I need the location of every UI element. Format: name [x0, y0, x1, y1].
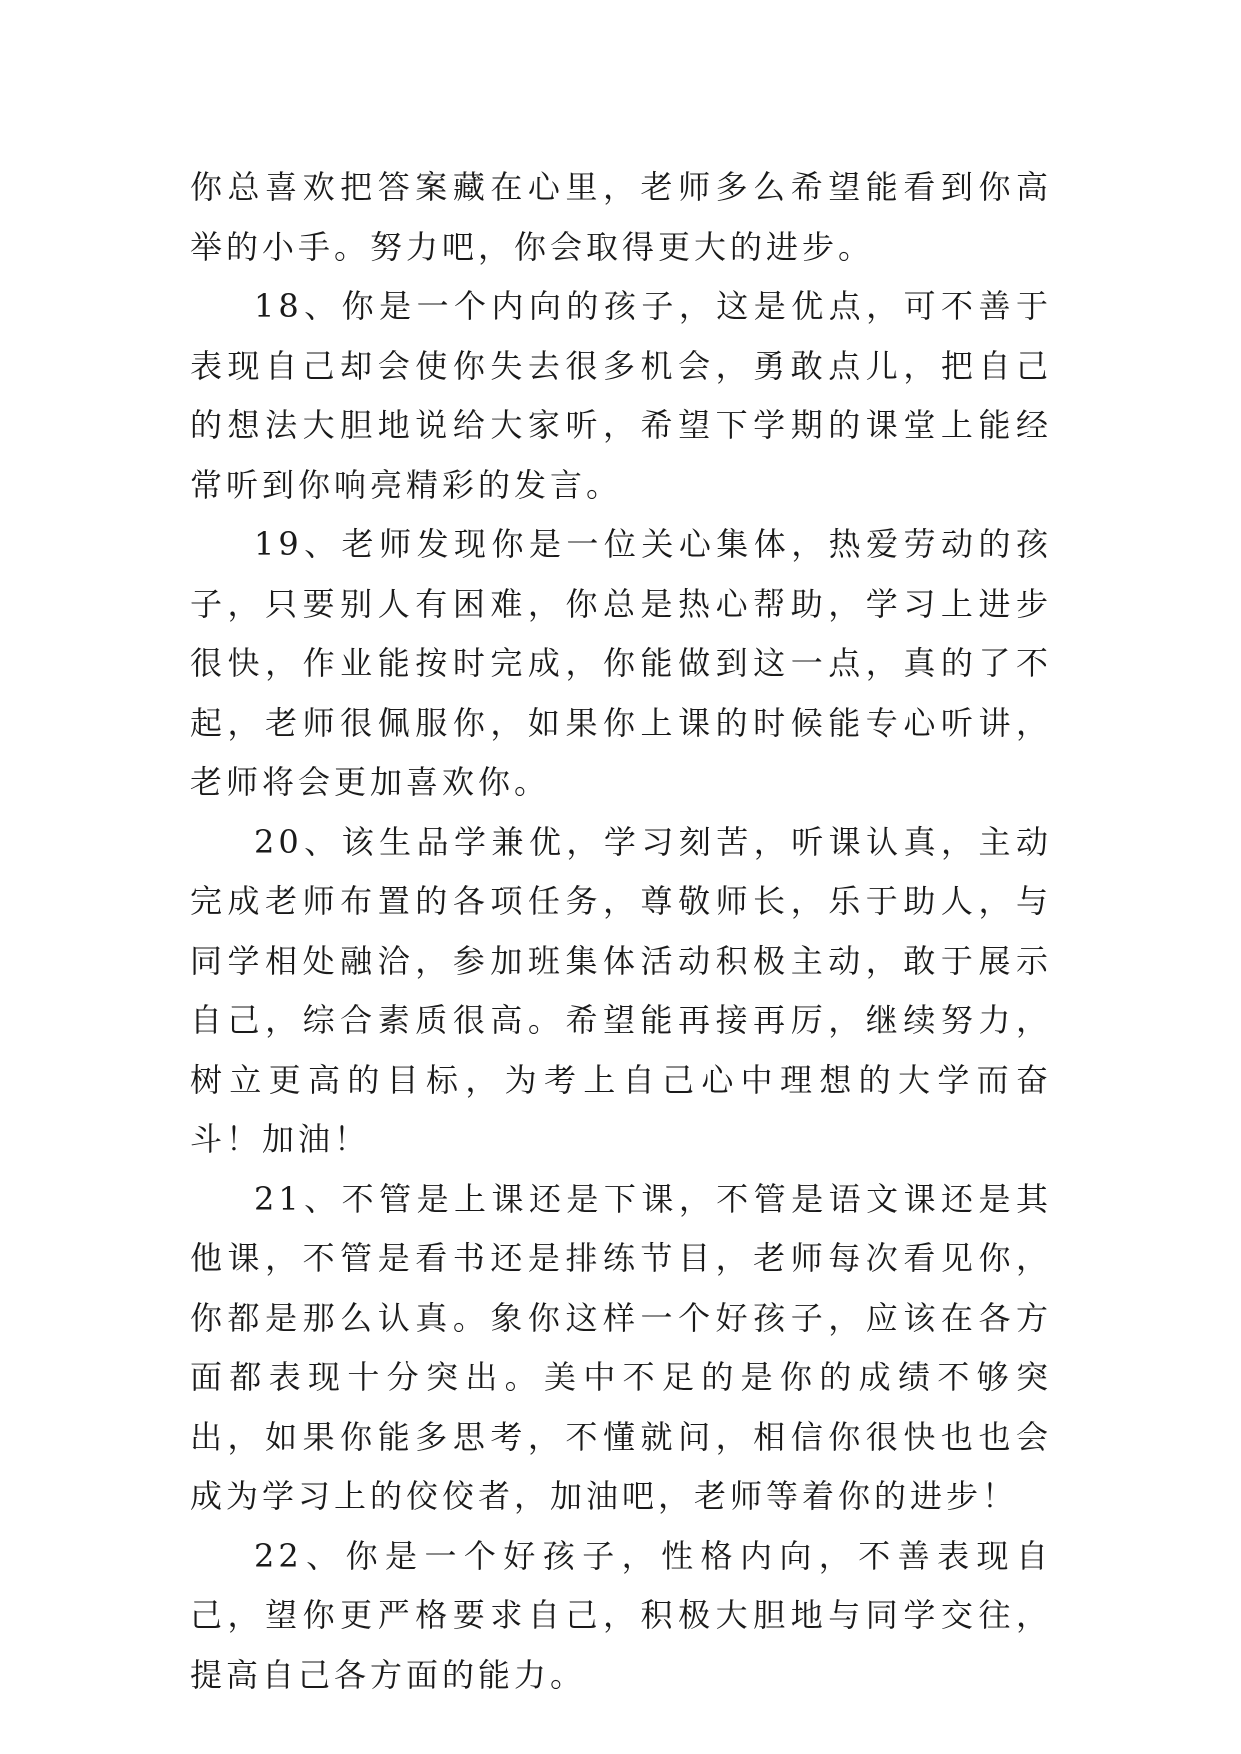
paragraph-comment-21: 21、不管是上课还是下课，不管是语文课还是其他课，不管是看书还是排练节目，老师每次看见你，你都是那么认真。象你这样一个好孩子，应该在各方面都表现十分突出。美中不足的是你的成绩不够突出，如果你能多思考，不懂就问，相信你很快也也会成为学习上的佼佼者，加油吧，老师等着你的进步！ [190, 1179, 1052, 1515]
paragraph-continuation: 你总喜欢把答案藏在心里，老师多么希望能看到你高举的小手。努力吧，你会取得更大的进步。 [190, 168, 1052, 266]
paragraph-comment-18: 18、你是一个内向的孩子，这是优点，可不善于表现自己却会使你失去很多机会，勇敢点儿，把自己的想法大胆地说给大家听，希望下学期的课堂上能经常听到你响亮精彩的发言。 [190, 287, 1052, 504]
document-body [190, 158, 1052, 1705]
paragraph-comment-19: 19、老师发现你是一位关心集体，热爱劳动的孩子，只要别人有困难，你总是热心帮助，学习上进步很快，作业能按时完成，你能做到这一点，真的了不起，老师很佩服你，如果你上课的时候能专心听讲，老师将会更加喜欢你。 [190, 525, 1052, 801]
paragraph-comment-20: 20、该生品学兼优，学习刻苦，听课认真，主动完成老师布置的各项任务，尊敬师长，乐于助人，与同学相处融洽，参加班集体活动积极主动，敢于展示自己，综合素质很高。希望能再接再厉，继续努力，树立更高的目标，为考上自己心中理想的大学而奋斗！加油！ [190, 822, 1052, 1158]
paragraph-comment-22: 22、你是一个好孩子，性格内向，不善表现自己，望你更严格要求自己，积极大胆地与同学交往，提高自己各方面的能力。 [190, 1536, 1052, 1694]
